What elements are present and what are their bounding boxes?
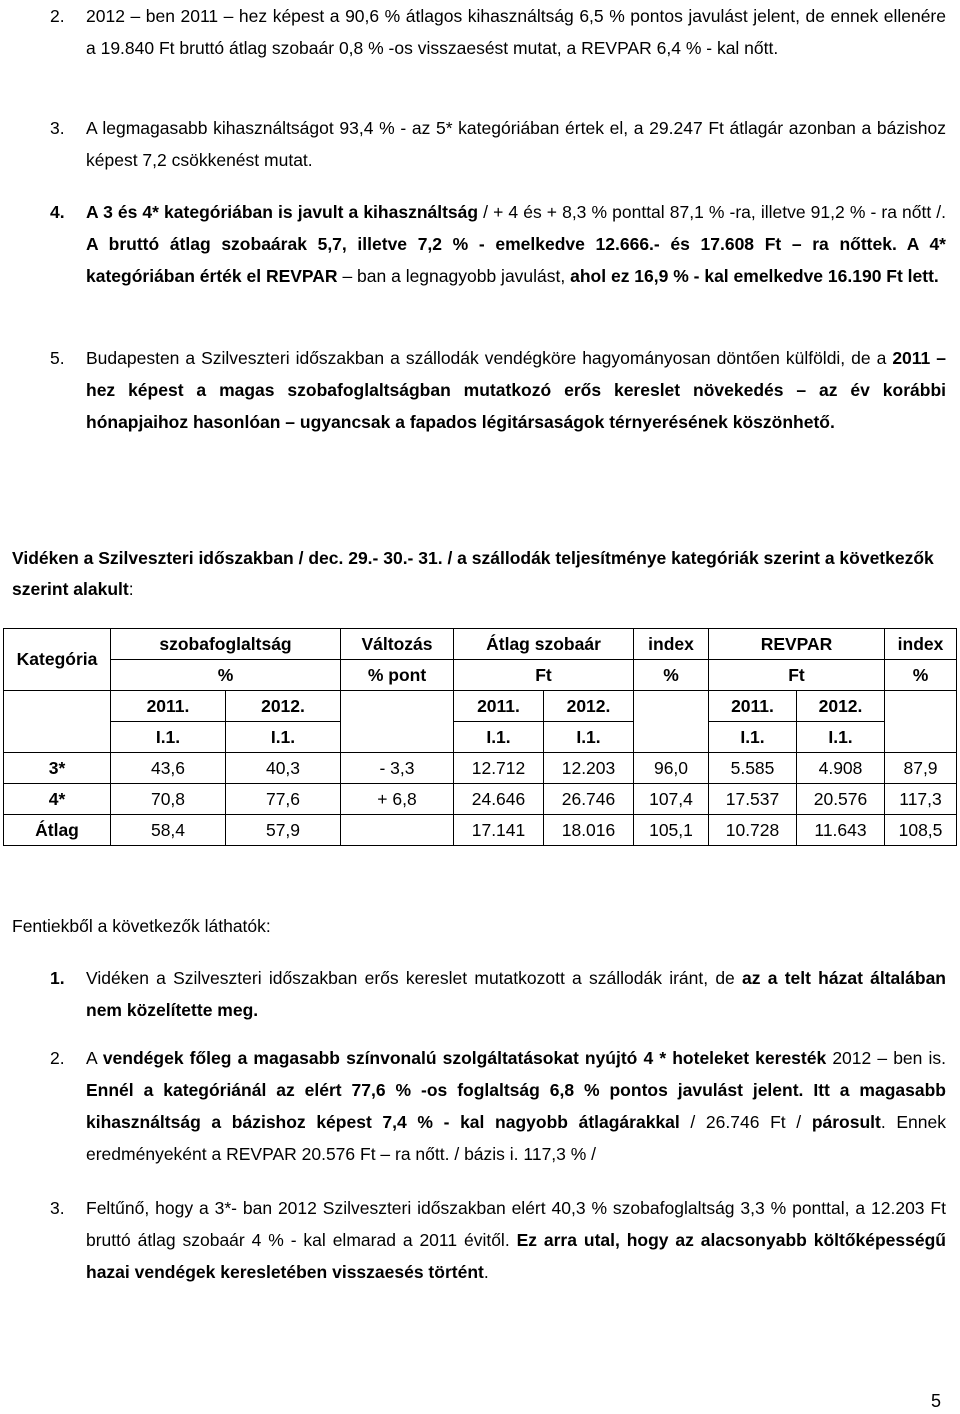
cell: 107,4 (634, 784, 709, 815)
year-suffix-cell: I.1. (797, 722, 885, 753)
table-year-row (4, 691, 957, 722)
cell: 18.016 (544, 815, 634, 846)
row-category: 4* (4, 784, 111, 815)
table-year-suffix-row (4, 722, 957, 753)
cell: 40,3 (226, 753, 341, 784)
cell: 24.646 (454, 784, 544, 815)
item-text-normal: A (86, 1048, 103, 1068)
cell: - 3,3 (341, 753, 454, 784)
heading-bold: Vidéken a Szilveszteri időszakban / dec. 29.- 30.- 31. (12, 548, 443, 568)
empty-cell (634, 691, 709, 753)
header-valtozas: Változás (341, 629, 454, 660)
item-text (86, 1042, 946, 1170)
cell: 70,8 (111, 784, 226, 815)
item-number: 3. (50, 1198, 65, 1218)
cell: 117,3 (885, 784, 957, 815)
header-revpar: REVPAR (709, 629, 885, 660)
item-number: 1. (50, 968, 65, 988)
item-number: 5. (50, 348, 65, 368)
unit-szoba: % (111, 660, 341, 691)
cell: 57,9 (226, 815, 341, 846)
header-szobafoglaltsag: szobafoglaltság (111, 629, 341, 660)
year-suffix-cell: I.1. (454, 722, 544, 753)
header-index: index (885, 629, 957, 660)
item-text-bold: A bruttó átlag szobaárak 5,7, illetve 7,2 % - emelkedve 12.666.- és 17.608 Ft – ra nőttek. A 4* kategóriában érték el REVPAR (86, 234, 946, 286)
item-text-normal: . Ennek eredményeként a REVPAR 20.576 Ft – ra nőtt. / bázis i. 117,3 % / (86, 1112, 946, 1164)
cell: + 6,8 (341, 784, 454, 815)
conclusion-item-3 (50, 1192, 946, 1288)
item-text-normal: . (483, 1262, 489, 1282)
cell: 58,4 (111, 815, 226, 846)
unit-revpar: Ft (709, 660, 885, 691)
item-number: 3. (50, 118, 65, 138)
item-text-bold: Ennél a kategóriánál az elért 77,6 % -os foglaltság 6,8 % pontos javulást jelent. Itt a magasabb kihasználtság a bázishoz képest 7,4 % - kal nagyobb átlagárakkal (86, 1080, 946, 1132)
item-text-normal: Budapesten a Szilveszteri időszakban a szállodák vendégköre hagyományosan döntően külföldi, de a (86, 348, 893, 368)
item-text: A legmagasabb kihasználtságot 93,4 % - az 5* kategóriában értek el, a 29.247 Ft átlagár azonban a bázishoz képest 7,2 csökkenést mutat. (86, 118, 946, 170)
item-text-bold: párosult (811, 1112, 881, 1132)
year-cell: 2012. (797, 691, 885, 722)
year-suffix-cell: I.1. (544, 722, 634, 753)
cell: 77,6 (226, 784, 341, 815)
cell: 96,0 (634, 753, 709, 784)
table-row-4star (4, 784, 957, 815)
table-unit-row (4, 660, 957, 691)
item-text (86, 196, 946, 292)
item-text-bold: ahol ez 16,9 % - kal emelkedve 16.190 Ft lett. (570, 266, 939, 286)
unit-atlag: Ft (454, 660, 634, 691)
cell: 11.643 (797, 815, 885, 846)
year-cell: 2012. (544, 691, 634, 722)
list-item-4 (50, 196, 946, 292)
table-header-row (4, 629, 957, 660)
heading-colon: : (128, 579, 134, 599)
header-kategoria: Kategória (4, 629, 111, 691)
row-category: 3* (4, 753, 111, 784)
item-text-normal: Vidéken a Szilveszteri időszakban erős kereslet mutatkozott a szállodák iránt, de (86, 968, 743, 988)
cell: 20.576 (797, 784, 885, 815)
hotel-category-table (3, 628, 957, 846)
item-number: 4. (50, 202, 65, 222)
conclusion-item-2 (50, 1042, 946, 1170)
conclusion-intro: Fentiekből a következők láthatók: (12, 916, 271, 936)
page-number: 5 (930, 1391, 941, 1411)
cell: 12.203 (544, 753, 634, 784)
item-text (86, 962, 946, 1026)
cell: 4.908 (797, 753, 885, 784)
item-number: 2. (50, 6, 65, 26)
list-item-2 (50, 0, 946, 64)
year-suffix-cell: I.1. (709, 722, 797, 753)
empty-cell (885, 691, 957, 753)
empty-cell (4, 691, 111, 753)
item-text-bold: A 3 és 4* kategóriában is javult a kihasználtság (86, 202, 479, 222)
header-index: index (634, 629, 709, 660)
item-text: 2012 – ben 2011 – hez képest a 90,6 % átlagos kihasználtság 6,5 % pontos javulást jelent, de ennek ellenére a 19.840 Ft bruttó átlag szobaár 0,8 % -os visszaesést mutat, a REVPAR 6,4 % - kal nőtt. (86, 6, 946, 58)
item-number: 2. (50, 1048, 65, 1068)
cell: 26.746 (544, 784, 634, 815)
item-text-normal: / 26.746 Ft / (679, 1112, 812, 1132)
item-text-bold: az a telt házat általában nem közelítette meg. (86, 968, 947, 1020)
cell: 43,6 (111, 753, 226, 784)
cell: 12.712 (454, 753, 544, 784)
unit-index: % (634, 660, 709, 691)
cell: 5.585 (709, 753, 797, 784)
empty-cell (341, 691, 454, 753)
section-heading (12, 543, 946, 605)
item-text-normal: – ban a legnagyobb javulást, (337, 266, 571, 286)
heading-bold: / a szállodák teljesítménye kategóriák szerint a következők szerint alakult (12, 548, 934, 599)
year-cell: 2011. (709, 691, 797, 722)
cell: 17.537 (709, 784, 797, 815)
year-suffix-cell: I.1. (111, 722, 226, 753)
item-text-normal: Feltűnő, hogy a 3*- ban 2012 Szilveszteri időszakban elért 40,3 % szobafoglaltság 3,3 % ponttal, a 12.203 Ft bruttó átlag szobaár 4 % - kal elmarad a 2011 évitől. (86, 1198, 946, 1250)
cell: 108,5 (885, 815, 957, 846)
year-suffix-cell: I.1. (226, 722, 341, 753)
conclusion-item-1 (50, 962, 946, 1026)
row-category: Átlag (4, 815, 111, 846)
cell: 10.728 (709, 815, 797, 846)
item-text-bold: 2011 – hez képest a magas szobafoglaltságban mutatkozó erős kereslet növekedés – az év korábbi hónapjaihoz hasonlóan – ugyancsak a fapados légitársaságok térnyerésének köszönhető. (86, 348, 947, 432)
item-text-bold: Ez arra utal, hogy az alacsonyabb költőképességű hazai vendégek keresletében visszaesés történt (86, 1230, 946, 1282)
cell (341, 815, 454, 846)
item-text-normal: / + 4 és + 8,3 % ponttal 87,1 % -ra, illetve 91,2 % - ra nőtt /. (478, 202, 946, 222)
year-cell: 2011. (454, 691, 544, 722)
unit-index: % (885, 660, 957, 691)
year-cell: 2012. (226, 691, 341, 722)
table-row-3star (4, 753, 957, 784)
header-atlag: Átlag szobaár (454, 629, 634, 660)
year-cell: 2011. (111, 691, 226, 722)
item-text-normal: 2012 – ben is. (826, 1048, 947, 1068)
unit-valtozas: % pont (341, 660, 454, 691)
table-row-atlag (4, 815, 957, 846)
cell: 87,9 (885, 753, 957, 784)
item-text-bold: vendégek főleg a magasabb színvonalú szolgáltatásokat nyújtó 4 * hoteleket keresték (102, 1048, 827, 1068)
cell: 105,1 (634, 815, 709, 846)
cell: 17.141 (454, 815, 544, 846)
list-item-5 (50, 342, 946, 438)
list-item-3 (50, 112, 946, 176)
item-text (86, 342, 946, 438)
item-text (86, 1192, 946, 1288)
